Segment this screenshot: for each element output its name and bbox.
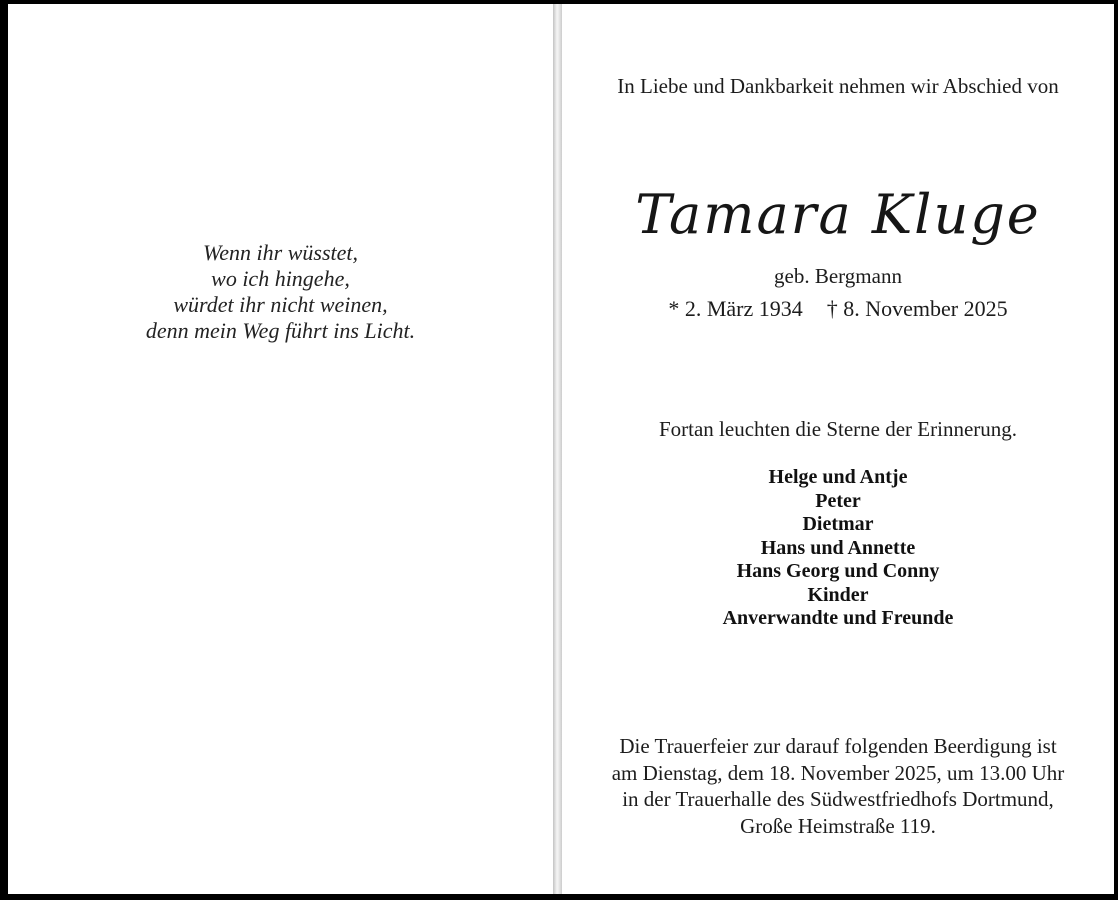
mourner-line: Helge und Antje — [768, 466, 908, 488]
funeral-details-line: in der Trauerhalle des Südwestfriedhofs Dortmund, — [622, 787, 1054, 811]
mourner-line: Kinder — [807, 583, 869, 606]
funeral-details-line: Große Heimstraße 119. — [740, 813, 936, 838]
poem-line: denn mein Weg führt ins Licht. — [145, 318, 416, 343]
mourner-line: Dietmar — [802, 513, 874, 535]
deceased-name: Tamara Kluge — [635, 183, 1041, 246]
mourners-list — [562, 466, 1114, 631]
poem-line: wo ich hingehe, — [211, 266, 350, 291]
funeral-details — [562, 733, 1114, 839]
death-date: † 8. November 2025 — [826, 296, 1008, 321]
memorial-card — [8, 4, 1114, 894]
birth-date: * 2. März 1934 — [668, 296, 803, 321]
funeral-details-line: Die Trauerfeier zur darauf folgenden Beerdigung ist — [619, 734, 1057, 758]
memorial-poem — [8, 240, 553, 344]
mourner-line: Anverwandte und Freunde — [722, 607, 954, 629]
mourner-line: Hans und Annette — [760, 536, 916, 559]
card-fold-divider — [553, 4, 562, 894]
poem-line: Wenn ihr wüsstet, — [202, 240, 359, 265]
card-left-page — [8, 4, 553, 894]
maiden-name: geb. Bergmann — [774, 264, 902, 288]
dedication-text: Fortan leuchten die Sterne der Erinnerung. — [658, 417, 1018, 441]
funeral-details-line: am Dienstag, dem 18. November 2025, um 13.00 Uhr — [611, 760, 1065, 785]
card-right-page — [562, 4, 1114, 894]
poem-line: würdet ihr nicht weinen, — [173, 292, 388, 317]
mourner-line: Peter — [815, 489, 861, 512]
farewell-intro-text: In Liebe und Dankbarkeit nehmen wir Abschied von — [617, 74, 1059, 98]
mourner-line: Hans Georg und Conny — [736, 560, 940, 582]
birth-death-dates — [562, 296, 1114, 322]
